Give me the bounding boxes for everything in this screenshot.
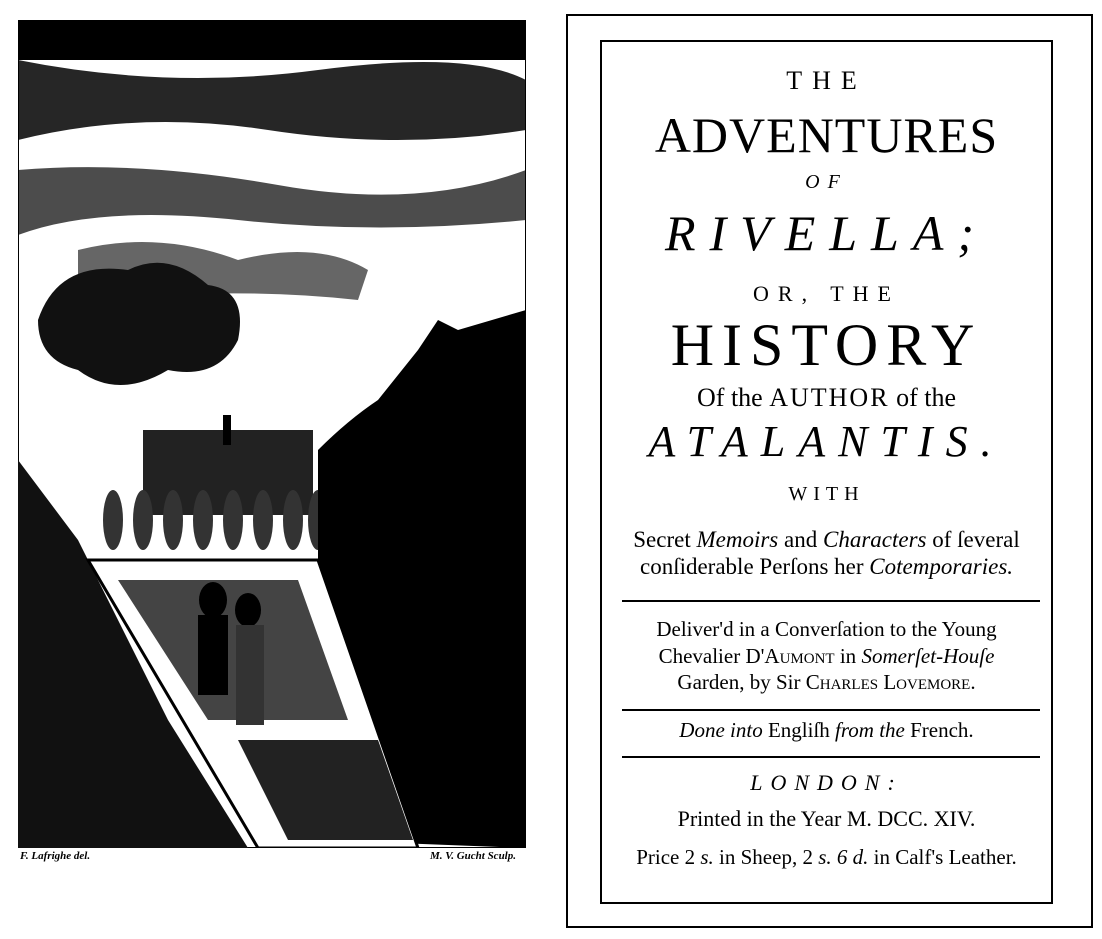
title-adventures: ADVENTURES xyxy=(654,107,999,163)
title-of-the-author: Of the AUTHOR of the xyxy=(697,383,956,412)
garden-line: Garden, by Sir Charles Lovemore. xyxy=(677,670,976,694)
title-or-the: OR, THE xyxy=(753,281,900,306)
translation-line: Done into Engliſh from the French. xyxy=(679,718,974,742)
subtitle-cotemporaries: conſiderable Perſons her Cotemporaries. xyxy=(639,554,1014,579)
price-line: Price 2 s. in Sheep, 2 s. 6 d. in Calf's Leather. xyxy=(636,845,1017,869)
imprint-year: Printed in the Year M. DCC. XIV. xyxy=(677,806,976,831)
title-the: THE xyxy=(786,66,867,95)
divider-rule xyxy=(622,600,1040,602)
chevalier-line: Chevalier D'Aumont in Somerſet-Houſe xyxy=(658,644,995,668)
frontispiece-engraving xyxy=(18,20,526,848)
title-with: WITH xyxy=(788,483,865,505)
title-history: HISTORY xyxy=(670,312,983,378)
subtitle-secret-memoirs: Secret Memoirs and Characters of ſeveral xyxy=(633,527,1020,552)
title-rivella: RIVELLA; xyxy=(664,205,989,261)
divider-rule xyxy=(622,756,1040,758)
delivered-line: Deliver'd in a Converſation to the Young xyxy=(656,617,997,641)
title-of: OF xyxy=(805,171,848,193)
engraver-credit-left: F. Lafrighe del. xyxy=(20,850,91,862)
imprint-london: LONDON: xyxy=(750,770,903,795)
title-atalantis: ATALANTIS. xyxy=(648,417,1005,466)
engraver-credit-right: M. V. Gucht Sculp. xyxy=(430,850,516,862)
divider-rule xyxy=(622,709,1040,711)
